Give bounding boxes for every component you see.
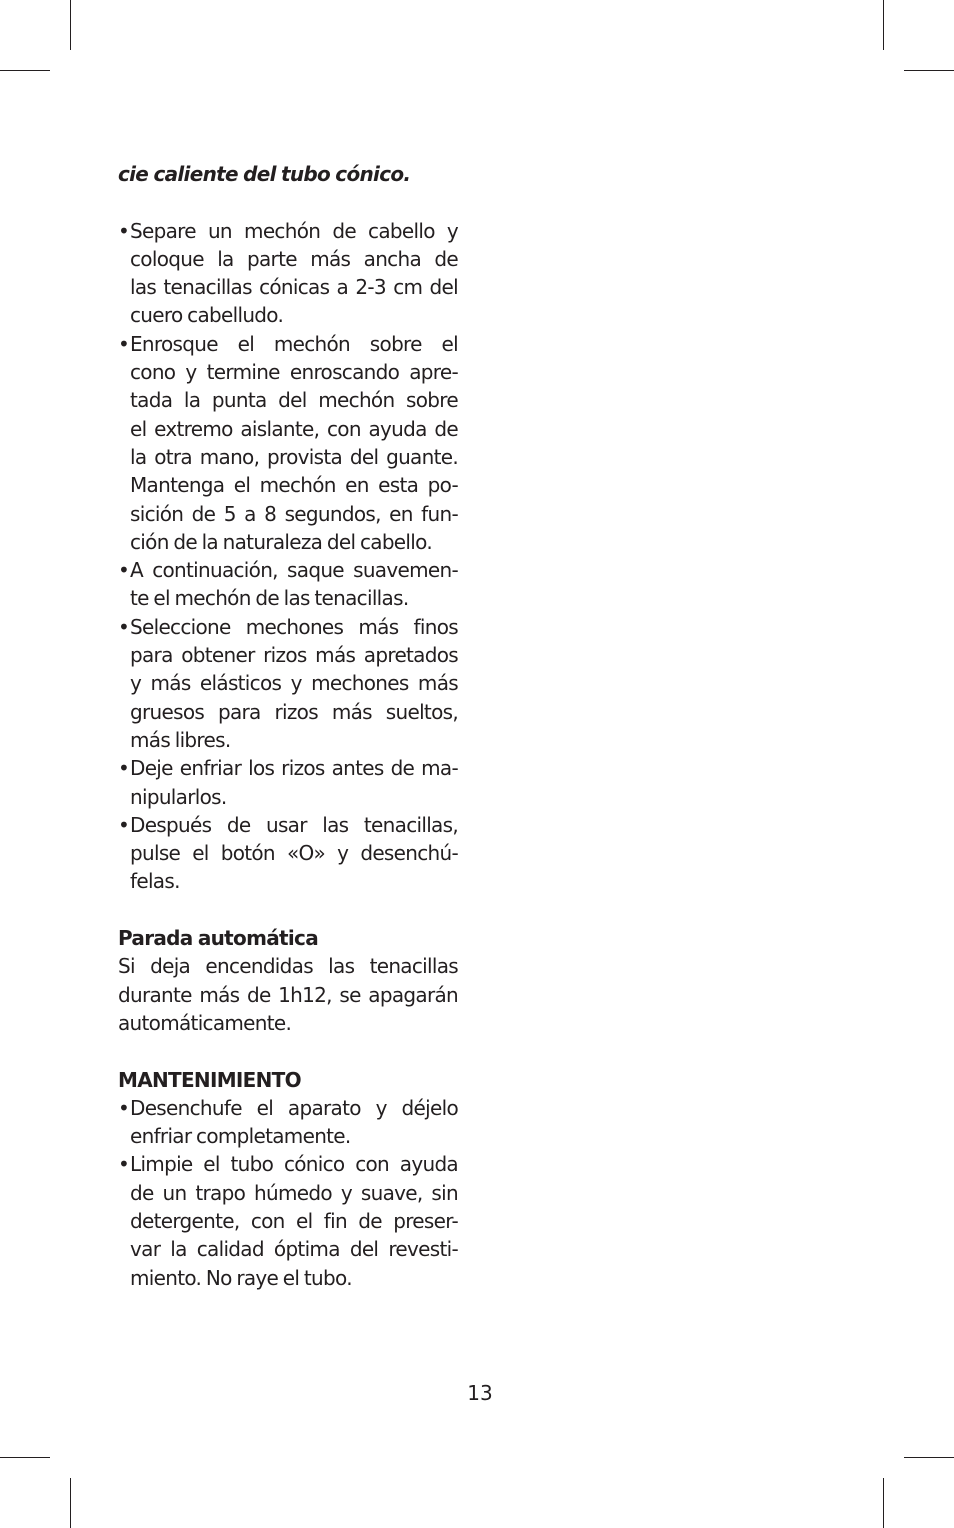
crop-mark-top-left-vertical	[70, 0, 71, 50]
crop-mark-top-right-horizontal	[904, 70, 954, 71]
text-line: miento. No raye el tubo.	[130, 1265, 352, 1290]
text-line: de un trapo húmedo y suave, sin	[130, 1180, 458, 1205]
text-line: enfriar completamente.	[130, 1124, 351, 1149]
list-item	[118, 613, 458, 754]
bullet-icon: •	[118, 1152, 130, 1177]
crop-mark-bottom-left-horizontal	[0, 1457, 50, 1458]
intro-fragment: cie caliente del tubo cónico.	[118, 162, 411, 186]
text-line: durante más de 1h12, se apagarán	[118, 982, 458, 1007]
crop-mark-bottom-right-horizontal	[904, 1457, 954, 1458]
text-line: tada la punta del mechón sobre	[130, 388, 458, 413]
text-line: coloque la parte más ancha de	[130, 246, 458, 271]
maintenance-list	[118, 1094, 458, 1292]
spacer	[118, 188, 458, 216]
text-line: automáticamente.	[118, 1010, 292, 1035]
text-line: Si deja encendidas las tenacillas	[118, 954, 458, 979]
list-item	[118, 1150, 458, 1291]
text-line: Limpie el tubo cónico con ayuda	[130, 1152, 458, 1177]
bullet-icon: •	[118, 1095, 130, 1120]
text-line: Enrosque el mechón sobre el	[130, 331, 458, 356]
page-number: 13	[467, 1381, 493, 1405]
crop-mark-bottom-left-vertical	[70, 1478, 71, 1528]
text-line: sición de 5 a 8 segundos, en fun-	[130, 501, 458, 526]
list-item	[118, 754, 458, 811]
bullet-icon: •	[118, 614, 130, 639]
text-line: las tenacillas cónicas a 2-3 cm del	[130, 275, 458, 300]
list-item	[118, 217, 458, 330]
text-line: gruesos para rizos más sueltos,	[130, 699, 458, 724]
text-line: nipularlos.	[130, 784, 227, 809]
text-line: var la calidad óptima del revesti-	[130, 1237, 458, 1262]
text-line: Mantenga el mechón en esta po-	[130, 473, 458, 498]
crop-mark-bottom-right-vertical	[883, 1478, 884, 1528]
text-line: A continuación, saque suavemen-	[130, 558, 458, 583]
text-line: Separe un mechón de cabello y	[130, 218, 458, 243]
text-line: cuero cabelludo.	[130, 303, 284, 328]
list-item	[118, 330, 458, 556]
bullet-icon: •	[118, 756, 130, 781]
list-item	[118, 1094, 458, 1151]
text-line: felas.	[130, 869, 180, 894]
bullet-icon: •	[118, 218, 130, 243]
text-line: y más elásticos y mechones más	[130, 671, 458, 696]
bullet-icon: •	[118, 558, 130, 583]
bullet-icon: •	[118, 812, 130, 837]
usage-instructions-list	[118, 217, 458, 896]
text-line: ción de la naturaleza del cabello.	[130, 529, 432, 554]
text-line: Seleccione mechones más finos	[130, 614, 458, 639]
text-line: Después de usar las tenacillas,	[130, 812, 458, 837]
crop-mark-top-right-vertical	[883, 0, 884, 50]
text-line: pulse el botón «O» y desenchú-	[130, 841, 458, 866]
text-line: la otra mano, provista del guante.	[130, 444, 458, 469]
auto-stop-heading: Parada automática	[118, 926, 318, 951]
text-line: cono y termine enroscando apre-	[130, 360, 458, 385]
auto-stop-paragraph	[118, 952, 458, 1037]
spacer	[118, 896, 458, 924]
text-line: te el mechón de las tenacillas.	[130, 586, 409, 611]
list-item	[118, 556, 458, 613]
text-line: más libres.	[130, 727, 231, 752]
spacer	[118, 1037, 458, 1065]
crop-mark-top-left-horizontal	[0, 70, 50, 71]
text-column	[118, 160, 458, 1292]
text-line: Desenchufe el aparato y déjelo	[130, 1095, 458, 1120]
text-line: el extremo aislante, con ayuda de	[130, 416, 458, 441]
text-line: Deje enfriar los rizos antes de ma-	[130, 756, 458, 781]
text-line: detergente, con el fin de preser-	[130, 1208, 458, 1233]
maintenance-heading: MANTENIMIENTO	[118, 1067, 301, 1092]
list-item	[118, 811, 458, 896]
bullet-icon: •	[118, 331, 130, 356]
text-line: para obtener rizos más apretados	[130, 643, 458, 668]
